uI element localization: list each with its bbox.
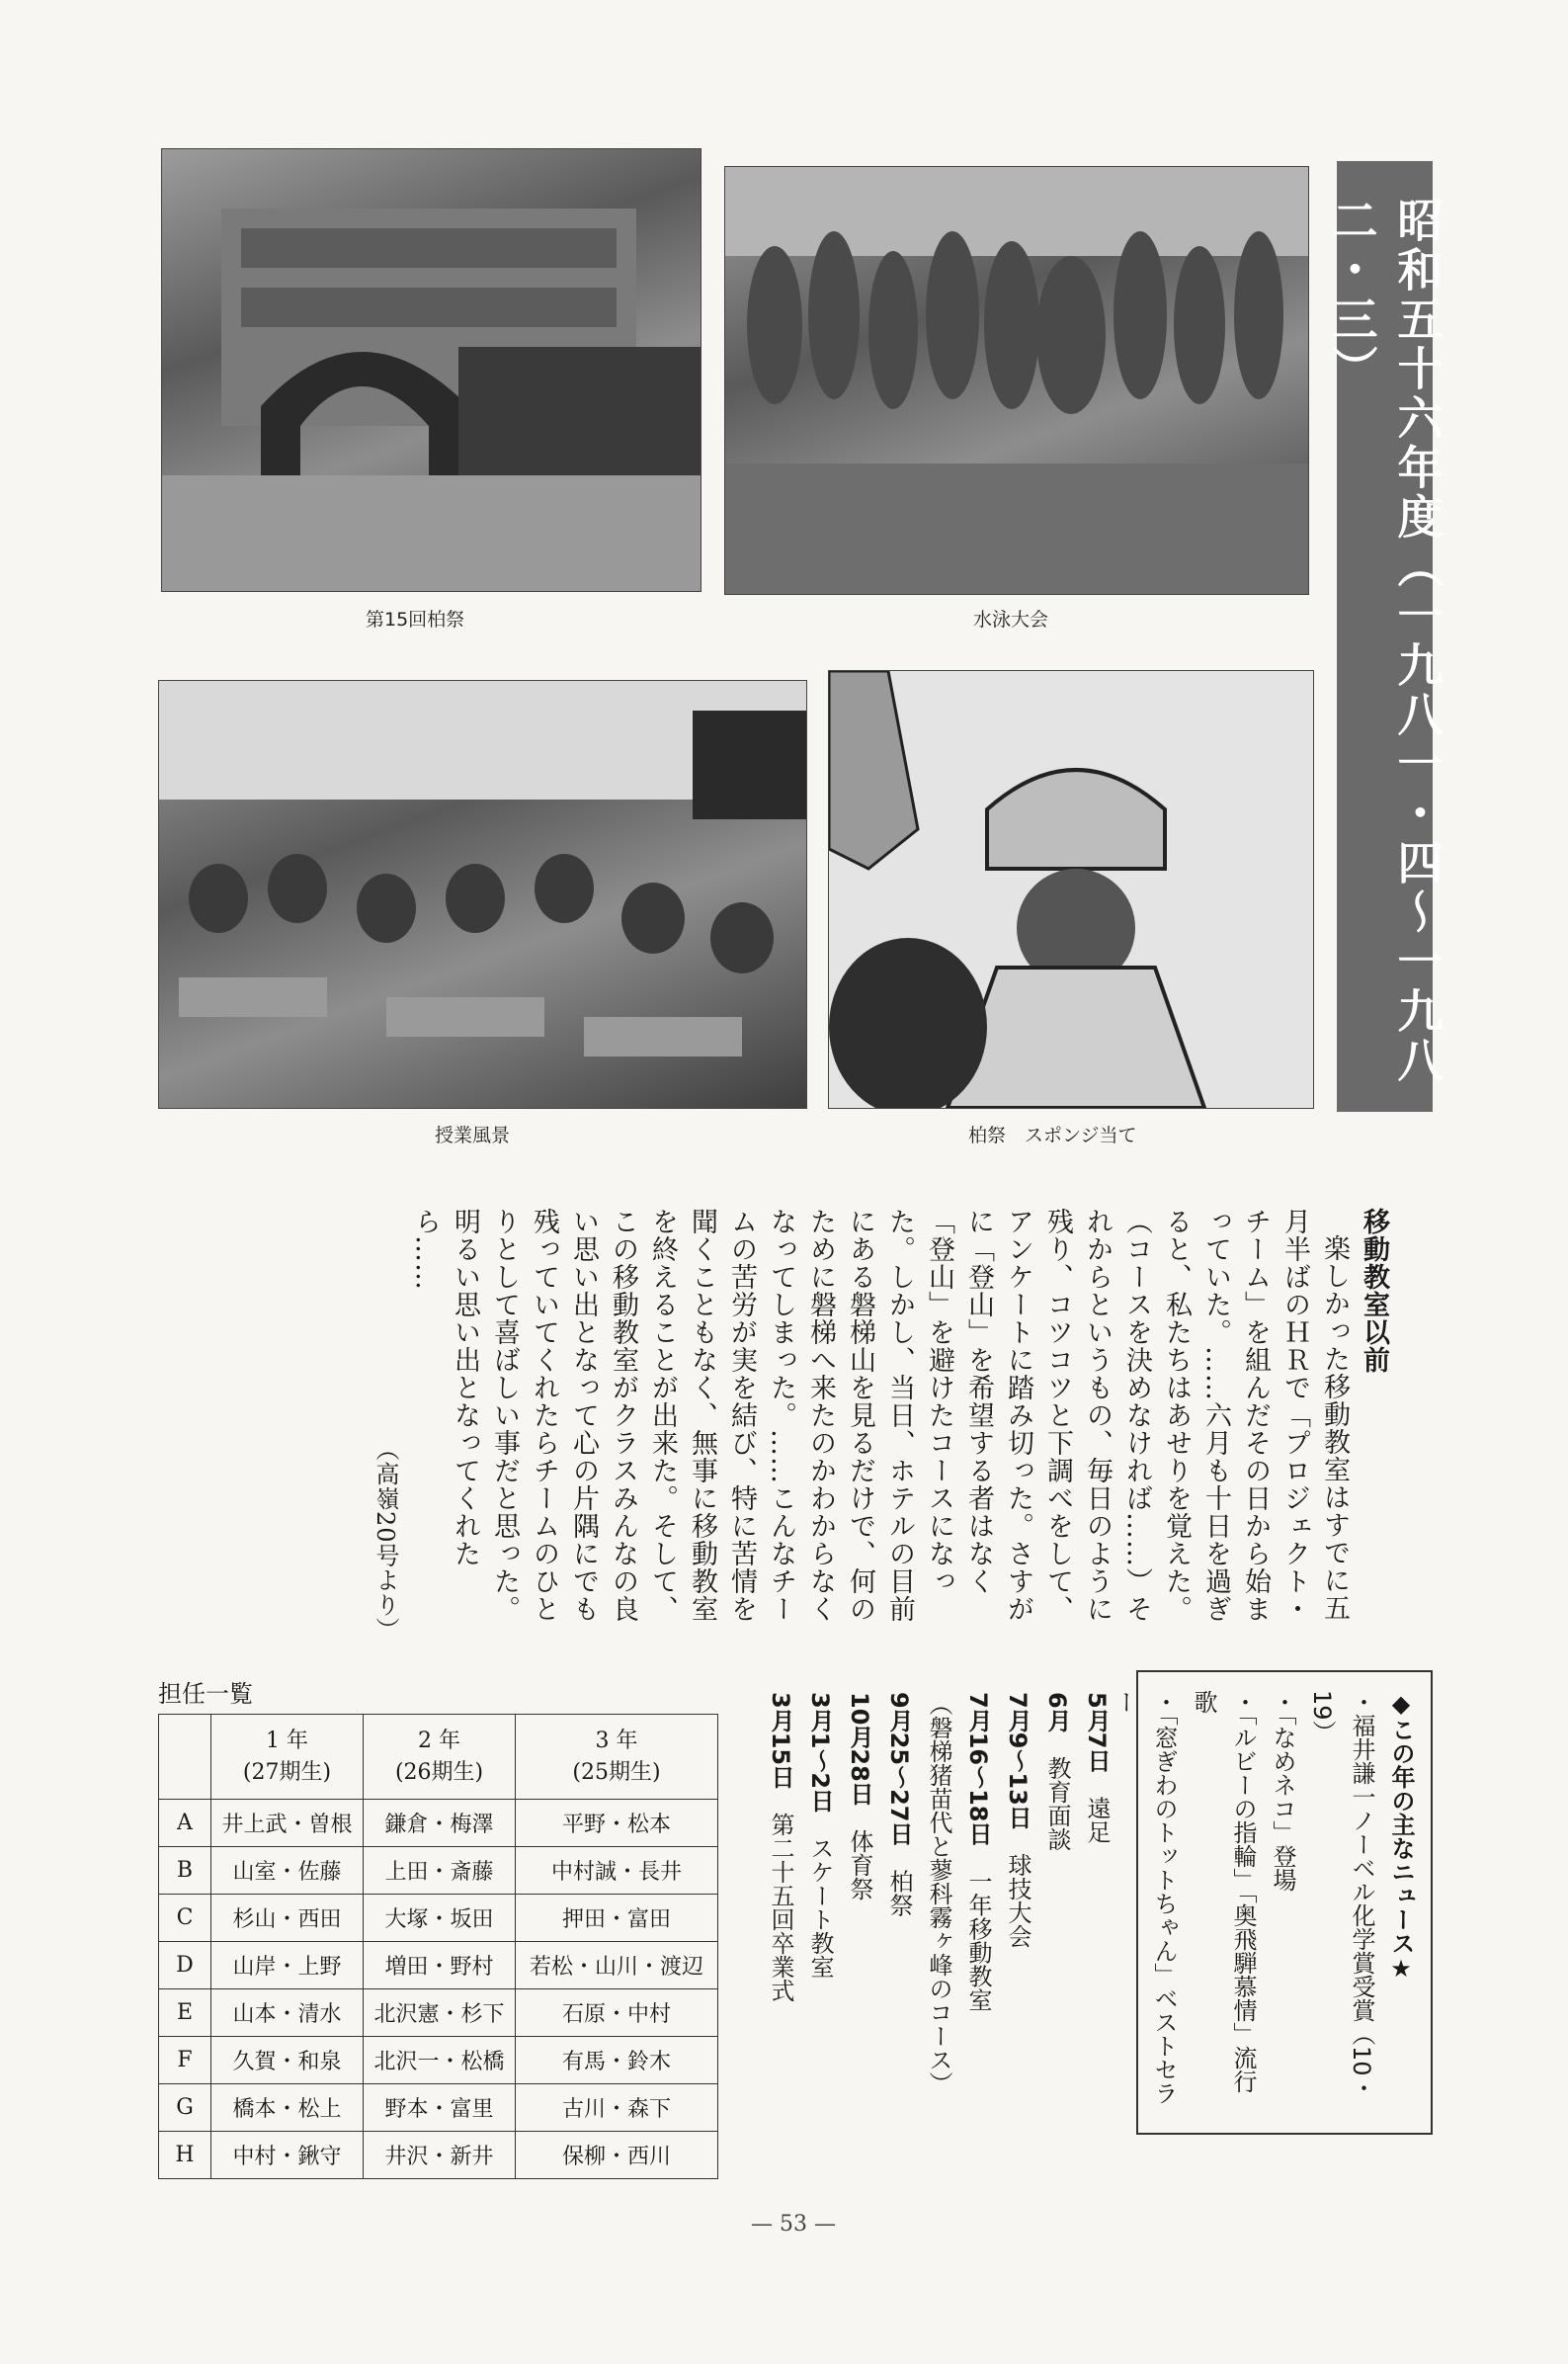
news-box xyxy=(1111,1670,1433,2135)
event-text: スケート教室 xyxy=(806,1836,834,1980)
class-label: E xyxy=(159,1989,211,2037)
photo-caption: 柏祭 スポンジ当て xyxy=(968,1125,1137,1146)
event-text: 一年移動教室 xyxy=(964,1869,992,2012)
table-cell: 増田・野村 xyxy=(364,1942,516,1989)
table-cell: 有馬・鈴木 xyxy=(516,2037,718,2084)
column-header: 2 年 (26期生) xyxy=(364,1715,516,1800)
year-heading-band xyxy=(1325,161,1444,1112)
photo-festival-gate xyxy=(161,148,701,592)
table-cell: 平野・松本 xyxy=(516,1800,718,1847)
table-cell: 野本・富里 xyxy=(364,2084,516,2132)
event-date: 3月15日 xyxy=(767,1692,794,1790)
table-cell: 山室・佐藤 xyxy=(211,1847,364,1895)
event-text: 教育面談 xyxy=(1043,1755,1071,1851)
event-text: 柏祭 xyxy=(885,1869,913,1917)
table-cell: 久賀・和泉 xyxy=(211,2037,364,2084)
event-item xyxy=(800,1692,840,2127)
event-text: 遠足 xyxy=(1083,1796,1111,1844)
news-item: ・「なめネコ」登場 xyxy=(1269,1690,1296,1892)
table-row xyxy=(159,1989,718,2037)
teachers-table xyxy=(158,1714,718,2179)
table-cell: 古川・森下 xyxy=(516,2084,718,2132)
table-cell: 山岸・上野 xyxy=(211,1942,364,1989)
event-date: 10月28日 xyxy=(846,1692,873,1806)
photo-caption: 授業風景 xyxy=(435,1125,511,1146)
column-header: 3 年 (25期生) xyxy=(516,1715,718,1800)
table-cell: 大塚・坂田 xyxy=(364,1895,516,1942)
photo-caption: 第15回柏祭 xyxy=(366,609,465,631)
news-list xyxy=(1111,1690,1421,2115)
page-number: — 53 — xyxy=(751,2212,836,2237)
event-date: 9月25～27日 xyxy=(885,1692,913,1846)
table-row xyxy=(159,2037,718,2084)
table-cell: 押田・富田 xyxy=(516,1895,718,1942)
photo-classroom xyxy=(158,680,807,1109)
table-cell: 井上武・曽根 xyxy=(211,1800,364,1847)
event-item xyxy=(761,1692,800,2127)
event-text: （磐梯猪苗代と蓼科霧ヶ峰のコース） xyxy=(925,1692,952,2095)
event-text: 第二十五回卒業式 xyxy=(767,1813,794,2003)
table-row xyxy=(159,2132,718,2179)
teachers-title: 担任一覧 xyxy=(158,1680,253,1708)
event-text: 体育祭 xyxy=(846,1828,873,1900)
table-row xyxy=(159,1942,718,1989)
class-label: D xyxy=(159,1942,211,1989)
event-date: 3月1～2日 xyxy=(806,1692,834,1814)
table-cell: 若松・山川・渡辺 xyxy=(516,1942,718,1989)
class-label: B xyxy=(159,1847,211,1895)
event-item xyxy=(919,1692,958,2127)
table-cell: 北沢憲・杉下 xyxy=(364,1989,516,2037)
table-cell: 中村誠・長井 xyxy=(516,1847,718,1895)
news-item: ・福井謙一ノーベル化学賞受賞（10・19） xyxy=(1308,1690,1375,2100)
table-header-row xyxy=(159,1715,718,1800)
event-item xyxy=(1077,1692,1116,2127)
table-cell: 鎌倉・梅澤 xyxy=(364,1800,516,1847)
event-text: 球技大会 xyxy=(1004,1852,1032,1948)
table-cell: 北沢一・松橋 xyxy=(364,2037,516,2084)
event-list xyxy=(751,1692,1116,2127)
table-cell: 杉山・西田 xyxy=(211,1895,364,1942)
news-item: ・「ルビーの指輪」「奥飛騨慕情」流行歌 xyxy=(1190,1690,1257,2093)
column-header: 1 年 (27期生) xyxy=(211,1715,364,1800)
news-item: ・「窓ぎわのトットちゃん」ベストセラー xyxy=(1111,1690,1178,2105)
photo-caption: 水泳大会 xyxy=(973,609,1049,631)
table-cell: 中村・鍬守 xyxy=(211,2132,364,2179)
table-cell: 橋本・松上 xyxy=(211,2084,364,2132)
event-item xyxy=(840,1692,879,2127)
table-row xyxy=(159,1895,718,1942)
class-label: A xyxy=(159,1800,211,1847)
photo-swim-meet xyxy=(724,166,1309,595)
essay-source: （高嶺20号より） xyxy=(371,1437,399,1643)
table-cell: 保柳・西川 xyxy=(516,2132,718,2179)
class-label: F xyxy=(159,2037,211,2084)
year-heading: 昭和五十六年度（一九八一・四～一九八二・三） xyxy=(1325,197,1444,1086)
event-item xyxy=(998,1692,1037,2127)
event-date: 5月7日 xyxy=(1083,1692,1111,1773)
table-row xyxy=(159,1800,718,1847)
essay-body: 楽しかった移動教室はすでに五月半ばのＨＲで「プロジェクト・チーム」を組んだその日から始まっていた。……六月も十日を過ぎると、私たちはあせりを覚えた。（コースを決めなければ……）それからというもの、毎日のように残り、コツコツと下調べをして、アンケートに踏み切った。さすがに「登山」を希望する者はなく「登山」を避けたコースになった。しかし、当日、ホテルの目前にある磐梯山を見るだけで、何のために磐梯へ来たのかわからなくなってしまった。……こんなチームの苦労が実を結び、特に苦情を聞くこともなく、無事に移動教室を終えることが出来た。そして、この移動教室がクラスみんなの良い思い出となって心の片隅にでも残っていてくれたらチームのひとりとして喜ばしい事だと思った。明るい思い出となってくれたら…… xyxy=(410,1208,1350,1623)
class-label: C xyxy=(159,1895,211,1942)
event-item xyxy=(1037,1692,1077,2127)
essay-title: 移動教室以前 xyxy=(1359,1208,1389,1374)
table-corner xyxy=(159,1715,211,1800)
table-row xyxy=(159,1847,718,1895)
table-cell: 上田・斎藤 xyxy=(364,1847,516,1895)
event-item xyxy=(958,1692,998,2127)
class-label: G xyxy=(159,2084,211,2132)
news-heading: ◆この年の主なニュース★ xyxy=(1387,1690,1415,1983)
class-label: H xyxy=(159,2132,211,2179)
table-cell: 山本・清水 xyxy=(211,1989,364,2037)
event-date: 7月16～18日 xyxy=(964,1692,992,1846)
table-cell: 井沢・新井 xyxy=(364,2132,516,2179)
table-cell: 石原・中村 xyxy=(516,1989,718,2037)
event-date: 6月 xyxy=(1043,1692,1071,1732)
table-row xyxy=(159,2084,718,2132)
event-item xyxy=(879,1692,919,2127)
essay xyxy=(371,1208,1393,1643)
photo-sponge-game xyxy=(828,670,1314,1109)
event-date: 7月9～13日 xyxy=(1004,1692,1032,1829)
